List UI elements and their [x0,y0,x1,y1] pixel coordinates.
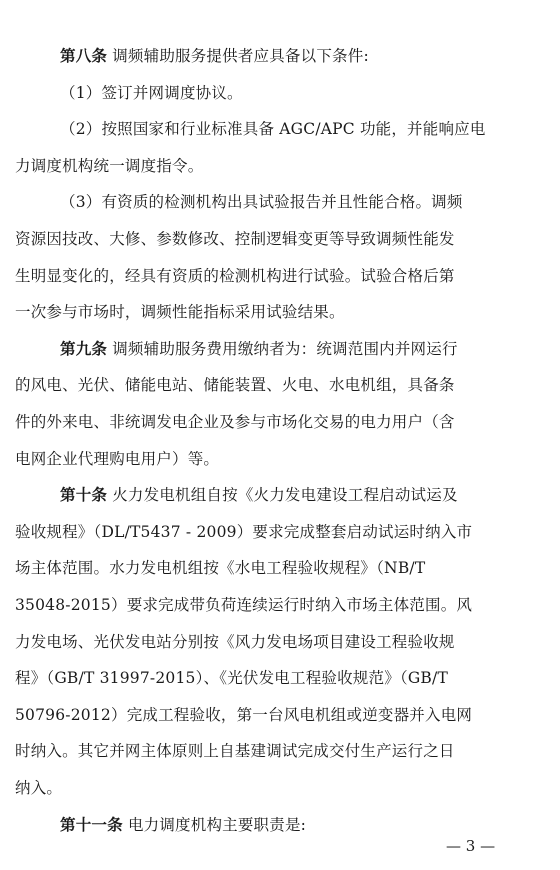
article-9-cont [0,444,560,474]
text-line: 时纳入。其它并网主体原则上自基建调试完成交付生产运行之日 [15,742,455,761]
clause-2 [0,114,560,144]
article-10-cont [0,663,560,693]
text-line: 件的外来电、非统调发电企业及参与市场化交易的电力用户（含 [15,413,455,431]
article-label: 第十一条 [60,815,123,834]
article-10-cont [0,517,560,547]
text-line: 场主体范围。水力发电机组按《水电工程验收规程》（NB/T [15,559,426,578]
article-10-cont [0,700,560,730]
text-line: （2）按照国家和行业标准具备 AGC/APC 功能，并能响应电 [60,120,486,139]
text-line: 电网企业代理购电用户）等。 [15,449,220,468]
article-label: 第九条 [60,339,108,358]
clause-3-cont [0,224,560,254]
text-line: 程》（GB/T 31997-2015）、《光伏发电工程验收规范》（GB/T [15,669,448,688]
text-line: 生明显变化的，经具有资质的检测机构进行试验。试验合格后第 [15,266,455,285]
text-line: 验收规程》（DL/T5437 - 2009）要求完成整套启动试运时纳入市 [15,522,473,541]
article-9-cont [0,407,560,437]
clause-3 [0,187,560,217]
article-10-cont [0,553,560,583]
clause-3-cont [0,297,560,327]
text-line: 一次参与市场时，调频性能指标采用试验结果。 [15,303,345,322]
article-10-cont [0,736,560,766]
article-8-heading [0,41,560,71]
text-line: 火力发电机组自按《火力发电建设工程启动试运及 [107,486,458,505]
text-line: 35048-2015）要求完成带负荷连续运行时纳入市场主体范围。风 [15,596,473,614]
text-line: 50796-2012）完成工程验收，第一台风电机组或逆变器并入电网 [15,705,473,724]
text-line: 资源因技改、大修、参数修改、控制逻辑变更等导致调频性能发 [15,230,455,248]
article-10-heading [0,480,560,510]
article-10-cont [0,590,560,620]
clause-1 [0,78,560,108]
article-9-heading [0,334,560,364]
text-line: （3）有资质的检测机构出具试验报告并且性能合格。调频 [60,193,463,212]
article-10-cont [0,773,560,803]
text-line: 的风电、光伏、储能电站、储能装置、火电、水电机组，具备条 [15,376,455,395]
page-number: — 3 — [446,837,496,855]
text-line: 力发电场、光伏发电站分别按《风力发电场项目建设工程验收规 [15,632,455,651]
text-line: 电力调度机构主要职责是: [122,815,307,834]
article-label: 第八条 [60,47,108,65]
text-line: 力调度机构统一调度指令。 [15,156,204,175]
text-line: 调频辅助服务费用缴纳者为：统调范围内并网运行 [107,339,458,358]
text-line: 纳入。 [15,779,63,797]
clause-3-cont [0,261,560,291]
text-line: 调频辅助服务提供者应具备以下条件: [107,47,369,65]
text-line: （1）签订并网调度协议。 [60,83,243,102]
article-10-cont [0,627,560,657]
clause-2-cont [0,151,560,181]
article-label: 第十条 [60,486,108,505]
article-9-cont [0,370,560,400]
